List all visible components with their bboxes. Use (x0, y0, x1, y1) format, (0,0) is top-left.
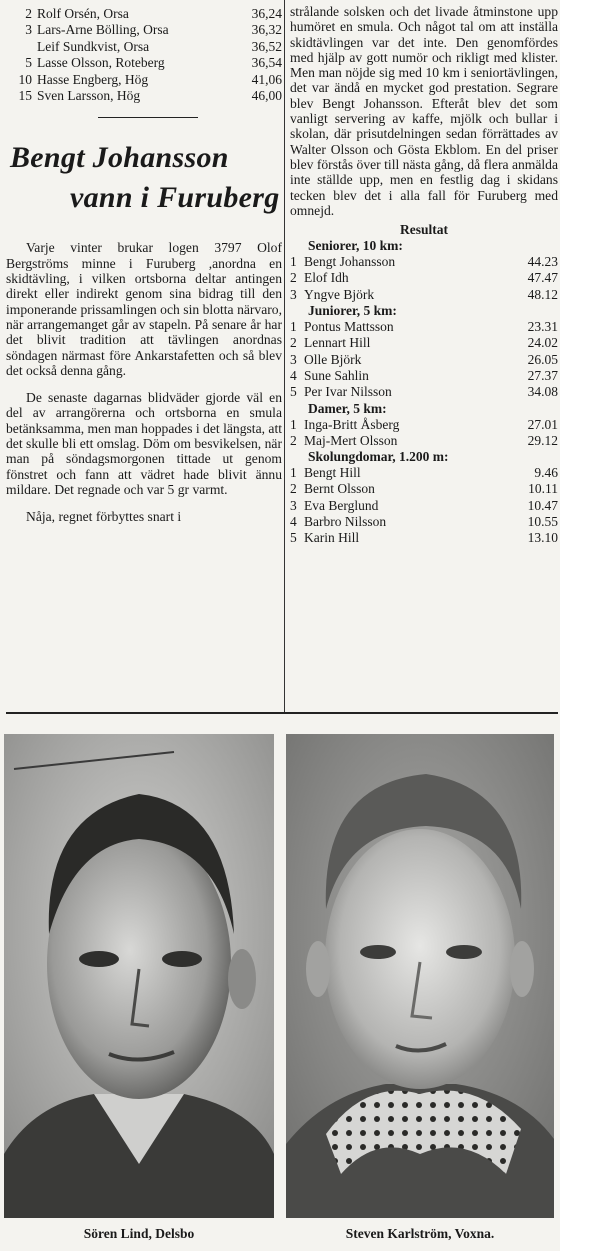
results-title: Resultat (400, 222, 448, 238)
results-box (290, 222, 558, 546)
results-section-heading: Damer, 5 km: (308, 400, 387, 416)
results-row: 2 Maj-Mert Olsson 29.12 (290, 432, 558, 448)
portrait-illustration (4, 734, 274, 1218)
photo-caption: Sören Lind, Delsbo (83, 1226, 195, 1241)
right-column (290, 4, 558, 547)
result-row: Leif Sundkvist, Orsa 36,52 (37, 38, 282, 54)
results-row: 2 Lennart Hill 24.02 (290, 335, 558, 351)
results-row: 5 Karin Hill 13.10 (290, 530, 558, 546)
result-row: 15 Sven Larsson, Hög 46,00 (18, 88, 282, 104)
results-row: 1 Inga-Britt Åsberg 27.01 (290, 416, 558, 432)
article-body (6, 240, 282, 524)
column-divider (284, 0, 285, 712)
results-section-heading: Juniorer, 5 km: (308, 303, 397, 319)
results-row: 3 Olle Björk 26.05 (290, 351, 558, 367)
result-row: 5 Lasse Olsson, Roteberg 36,54 (25, 55, 282, 71)
results-row: 2 Bernt Olsson 10.11 (290, 481, 558, 497)
article-paragraph: Varje vinter brukar logen 3797 Olof Bergströms minne i Furuberg ,anordna en skidtävling, i vilken ortsborna deltar antingen direkt eller indirekt genom sina bidrag till den imponerande prissamlingen och sin blotta närvaro, när arrangemanget går av stapeln. På senare år har det blivit tradition att tävlingen anordnas söndagen närmast före Ankarstafetten och så blev det också denna gång. (6, 240, 282, 378)
results-row: 4 Sune Sahlin 27.37 (290, 367, 558, 383)
article-paragraph: Nåja, regnet förbyttes snart i (26, 509, 182, 525)
results-row: 1 Bengt Johansson 44.23 (290, 254, 558, 270)
headline-line-1: Bengt Johansson (10, 141, 229, 175)
result-row: 10 Hasse Engberg, Hög 41,06 (18, 71, 282, 87)
portrait-photo-steven-karlstrom (286, 734, 554, 1218)
results-row: 3 Yngve Björk 48.12 (290, 286, 558, 302)
results-row: 5 Per Ivar Nilsson 34.08 (290, 384, 558, 400)
results-section-heading: Skolungdomar, 1.200 m: (308, 449, 449, 465)
results-row: 1 Pontus Mattsson 23.31 (290, 319, 558, 335)
headline-line-2: vann i Furuberg (70, 181, 280, 215)
headline (10, 138, 282, 218)
result-row: 2 Rolf Orsén, Orsa 36,24 (25, 6, 282, 21)
portrait-photo-soren-lind (4, 734, 274, 1218)
result-row: 3 Lars-Arne Bölling, Orsa 36,32 (25, 22, 282, 38)
results-row: 3 Eva Berglund 10.47 (290, 497, 558, 513)
article-paragraph: De senaste dagarnas blidväder gjorde väl en del av arrangörerna och ortsborna en smula betänksamma, men man hoppades i det längsta, att det skulle bli ett omslag. Döm om besvikelsen, när man på söndagsmorgonen tittade ut genom fönstret och fann att vädret hade blivit ännu mildare. Det regnade och var 5 gr varmt. (6, 390, 282, 497)
article-continuation: strålande solsken och det livade åtminstone upp humöret en smula. Och något tal om att inställa skidtävlingen var det inte. Den genomfördes med hjälp av gott numör och rikligt med klister. Men man nöjde sig med 10 km i seniortävlingen, det var ändå en mycket god prestation. Segrare blev Bengt Johansson. Efteråt blev det som vanligt servering av kaffe, mjölk och bullar i skolan, där prisutdelningen sedan förrättades av Walter Olsson och Gösta Ekblom. En del priser blev förstås över till nästa gång, då flera anmälda inte ställde upp, men en festlig dag i skidans tecken blev det i alla fall för Furuberg med omnejd. (290, 4, 558, 218)
portrait-illustration (286, 734, 554, 1218)
section-divider (6, 712, 558, 714)
left-column (6, 6, 282, 536)
photo-caption: Steven Karlström, Voxna. (345, 1226, 495, 1241)
underline-mark (98, 117, 198, 118)
results-section-heading: Seniorer, 10 km: (308, 238, 403, 254)
results-row: 4 Barbro Nilsson 10.55 (290, 514, 558, 530)
results-row: 2 Elof Idh 47.47 (290, 270, 558, 286)
top-results-list (6, 6, 282, 104)
results-row: 1 Bengt Hill 9.46 (290, 465, 558, 481)
